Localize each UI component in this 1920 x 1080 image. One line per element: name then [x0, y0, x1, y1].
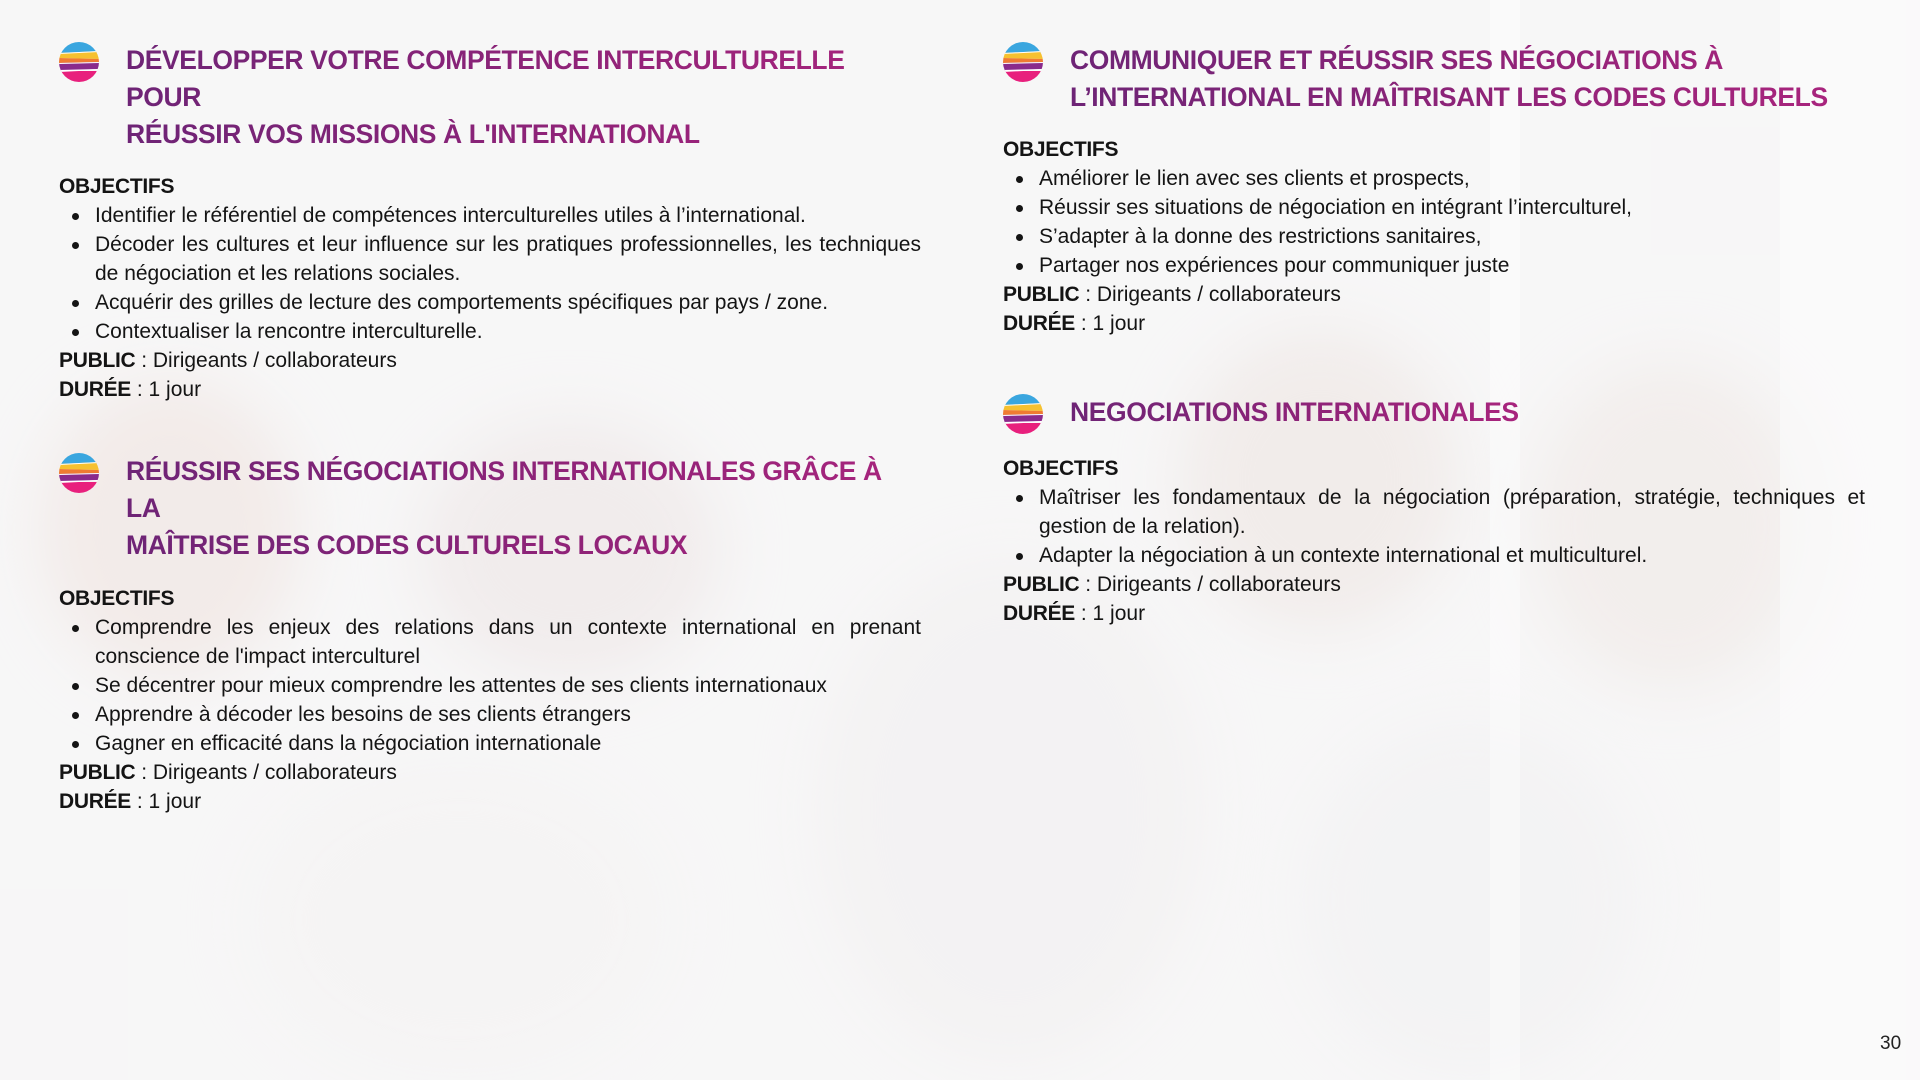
public-value: Dirigeants / collaborateurs [1096, 573, 1341, 596]
course-section-1 [59, 42, 921, 404]
public-label: PUBLIC [1003, 283, 1080, 306]
objective-item: S’adapter à la donne des restrictions sanitaires, [1003, 222, 1865, 251]
duration-label: DURÉE [1003, 602, 1076, 625]
duration-label: DURÉE [1003, 312, 1076, 335]
course-section-3 [1003, 42, 1865, 338]
objective-item: Maîtriser les fondamentaux de la négociation (préparation, stratégie, techniques et gestion de la relation). [1003, 483, 1865, 541]
striped-globe-logo-icon [1003, 394, 1043, 434]
objectives-label: OBJECTIFS [59, 587, 175, 610]
objectives-label: OBJECTIFS [1003, 138, 1119, 161]
striped-globe-logo-icon [1003, 42, 1043, 82]
duration-value: 1 jour [1092, 312, 1146, 335]
section-body [59, 172, 921, 404]
public-value: Dirigeants / collaborateurs [152, 761, 397, 784]
public-label: PUBLIC [59, 349, 136, 372]
section-title: RÉUSSIR SES NÉGOCIATIONS INTERNATIONALES GRÂCE À LA MAÎTRISE DES CODES CULTURELS LOCAUX [126, 453, 921, 564]
striped-globe-logo-icon [59, 42, 99, 82]
section-title: NEGOCIATIONS INTERNATIONALES [1070, 394, 1519, 431]
duration-label: DURÉE [59, 790, 132, 813]
duration-label: DURÉE [59, 378, 132, 401]
public-value: Dirigeants / collaborateurs [152, 349, 397, 372]
duration-row: DURÉE : 1 jour [59, 790, 202, 813]
public-label: PUBLIC [59, 761, 136, 784]
objective-item: Apprendre à décoder les besoins de ses clients étrangers [59, 700, 921, 729]
section-header [59, 453, 921, 564]
public-row: PUBLIC : Dirigeants / collaborateurs [1003, 573, 1341, 596]
public-label: PUBLIC [1003, 573, 1080, 596]
striped-globe-logo-icon [59, 453, 99, 493]
objective-item: Gagner en efficacité dans la négociation internationale [59, 729, 921, 758]
objective-item: Améliorer le lien avec ses clients et prospects, [1003, 164, 1865, 193]
objectives-list [1003, 483, 1865, 570]
objective-item: Acquérir des grilles de lecture des comportements spécifiques par pays / zone. [59, 288, 921, 317]
objective-item: Identifier le référentiel de compétences interculturelles utiles à l’international. [59, 201, 921, 230]
objective-item: Se décentrer pour mieux comprendre les attentes de ses clients internationaux [59, 671, 921, 700]
objectives-label: OBJECTIFS [59, 175, 175, 198]
objectives-list [1003, 164, 1865, 280]
duration-value: 1 jour [1092, 602, 1146, 625]
course-section-4 [1003, 394, 1865, 628]
public-row: PUBLIC : Dirigeants / collaborateurs [1003, 283, 1341, 306]
objectives-label: OBJECTIFS [1003, 457, 1119, 480]
objective-item: Adapter la négociation à un contexte international et multiculturel. [1003, 541, 1865, 570]
objective-item: Contextualiser la rencontre interculturelle. [59, 317, 921, 346]
section-header [59, 42, 921, 153]
section-title: COMMUNIQUER ET RÉUSSIR SES NÉGOCIATIONS À L’INTERNATIONAL EN MAÎTRISANT LES CODES CULTURELS [1070, 42, 1828, 116]
objective-item: Comprendre les enjeux des relations dans un contexte international en prenant conscience de l'impact interculturel [59, 613, 921, 671]
duration-row: DURÉE : 1 jour [1003, 602, 1146, 625]
course-section-2 [59, 453, 921, 816]
section-title: DÉVELOPPER VOTRE COMPÉTENCE INTERCULTURELLE POUR RÉUSSIR VOS MISSIONS À L'INTERNATIONAL [126, 42, 921, 153]
duration-value: 1 jour [148, 378, 202, 401]
duration-row: DURÉE : 1 jour [59, 378, 202, 401]
objective-item: Partager nos expériences pour communiquer juste [1003, 251, 1865, 280]
objective-item: Décoder les cultures et leur influence sur les pratiques professionnelles, les techniques de négociation et les relations sociales. [59, 230, 921, 288]
public-row: PUBLIC : Dirigeants / collaborateurs [59, 349, 397, 372]
section-body [59, 584, 921, 816]
duration-value: 1 jour [148, 790, 202, 813]
public-row: PUBLIC : Dirigeants / collaborateurs [59, 761, 397, 784]
section-body [1003, 454, 1865, 628]
duration-row: DURÉE : 1 jour [1003, 312, 1146, 335]
section-header [1003, 394, 1865, 434]
objective-item: Réussir ses situations de négociation en intégrant l’interculturel, [1003, 193, 1865, 222]
objectives-list [59, 201, 921, 346]
section-header [1003, 42, 1865, 116]
page-number: 30 [1880, 1033, 1902, 1054]
public-value: Dirigeants / collaborateurs [1096, 283, 1341, 306]
section-body [1003, 135, 1865, 338]
objectives-list [59, 613, 921, 758]
